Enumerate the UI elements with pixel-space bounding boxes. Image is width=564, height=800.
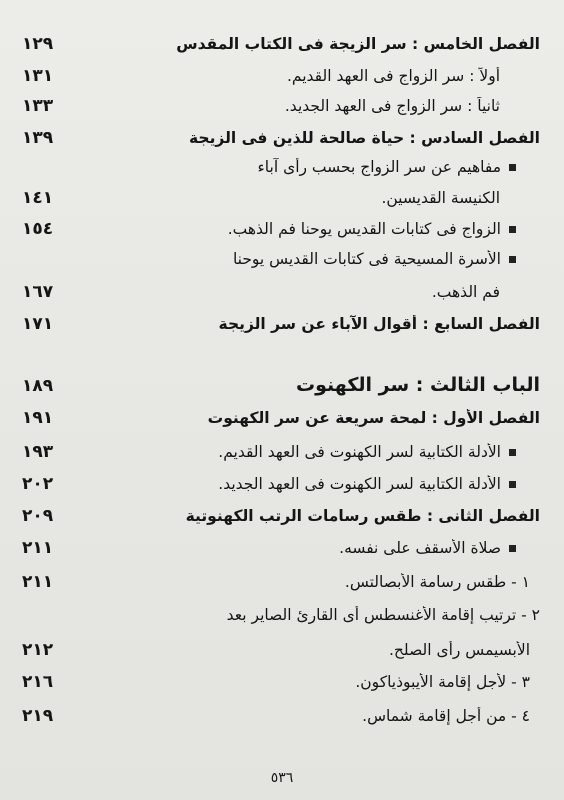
bullet-icon: [509, 164, 516, 171]
page-number: ١٧١: [22, 314, 54, 334]
item-continuation: الأبسيمس رأى الصلح.: [389, 641, 530, 659]
part-title: الباب الثالث : سر الكهنوت: [296, 374, 540, 396]
toc-entry: [22, 34, 540, 54]
toc-entry: [22, 408, 540, 428]
toc-entry: [22, 572, 540, 592]
bullet-icon: [509, 226, 516, 233]
chapter-title: الفصل السابع : أقوال الآباء عن سر الزيجة: [218, 315, 540, 333]
item-text: الأدلة الكتابية لسر الكهنوت فى العهد القديم.: [218, 443, 501, 461]
bullet-item: [78, 158, 540, 176]
bullet-icon: [509, 256, 516, 263]
toc-entry: [22, 538, 540, 558]
page-number: ٢٠٩: [22, 506, 54, 526]
bullet-icon: [509, 449, 516, 456]
page-number: ١٣١: [22, 66, 54, 86]
toc-entry: [22, 506, 540, 526]
bullet-icon: [509, 481, 516, 488]
toc-entry: [22, 374, 540, 396]
section-title: ثانياً : سر الزواج فى العهد الجديد.: [284, 97, 500, 115]
toc-entry: [22, 606, 540, 624]
item-text: الزواج فى كتابات القديس يوحنا فم الذهب.: [227, 220, 501, 238]
page-number: ١٣٩: [22, 128, 54, 148]
page-number: ٢١٩: [22, 706, 54, 726]
bullet-item: [78, 475, 540, 493]
item-text: الأدلة الكتابية لسر الكهنوت فى العهد الجديد.: [218, 475, 501, 493]
item-text: مفاهيم عن سر الزواج بحسب رأى آباء: [257, 158, 501, 176]
toc-entry: [22, 66, 540, 86]
item-continuation: الكنيسة القديسين.: [381, 189, 500, 207]
bullet-item: [78, 220, 540, 238]
toc-entry: [22, 706, 540, 726]
chapter-title: الفصل السادس : حياة صالحة للذين فى الزيجة: [189, 129, 540, 147]
toc-entry: [22, 219, 540, 239]
bullet-item: [78, 539, 540, 557]
item-continuation: فم الذهب.: [431, 283, 500, 301]
page-number: ١٢٩: [22, 34, 54, 54]
toc-entry: [22, 442, 540, 462]
page-number: ١٣٣: [22, 96, 54, 116]
toc-entry: [22, 188, 540, 208]
page-number: ٢١٢: [22, 640, 54, 660]
chapter-title: الفصل الخامس : سر الزيجة فى الكتاب المقدس: [176, 35, 540, 53]
numbered-item: ٤ - من أجل إقامة شماس.: [362, 707, 530, 725]
item-text: صلاة الأسقف على نفسه.: [339, 539, 501, 557]
toc-entry: [22, 314, 540, 334]
toc-entry: [22, 158, 540, 176]
page-number: ١٤١: [22, 188, 54, 208]
item-text: الأسرة المسيحية فى كتابات القديس يوحنا: [232, 250, 501, 268]
page-number: ١٦٧: [22, 282, 54, 302]
chapter-title: الفصل الأول : لمحة سريعة عن سر الكهنوت: [207, 409, 540, 427]
numbered-item: ٢ - ترتيب إقامة الأغنسطس أى القارئ الصاير بعد: [226, 606, 540, 624]
bullet-item: [78, 443, 540, 461]
page-number: ١٥٤: [22, 219, 54, 239]
page-number: ٢١١: [22, 538, 54, 558]
toc-entry: [22, 474, 540, 494]
page-number: ١٩٣: [22, 442, 54, 462]
numbered-item: ٣ - لأجل إقامة الأيبوذياكون.: [355, 673, 530, 691]
bullet-icon: [509, 545, 516, 552]
page-number: ٢١١: [22, 572, 54, 592]
toc-entry: [22, 250, 540, 268]
toc-entry: [22, 640, 540, 660]
chapter-title: الفصل الثانى : طقس رسامات الرتب الكهنوتية: [185, 507, 540, 525]
bullet-item: [78, 250, 540, 268]
toc-entry: [22, 672, 540, 692]
section-title: أولاً : سر الزواج فى العهد القديم.: [286, 67, 500, 85]
toc-entry: [22, 282, 540, 302]
page-number: ١٨٩: [22, 376, 54, 396]
toc-entry: [22, 128, 540, 148]
page-number: ٢٠٢: [22, 474, 54, 494]
numbered-item: ١ - طقس رسامة الأبصالتس.: [344, 573, 530, 591]
footer-page-number: ٥٣٦: [270, 770, 294, 786]
toc-entry: [22, 96, 540, 116]
page-number: ٢١٦: [22, 672, 54, 692]
page-number: ١٩١: [22, 408, 54, 428]
